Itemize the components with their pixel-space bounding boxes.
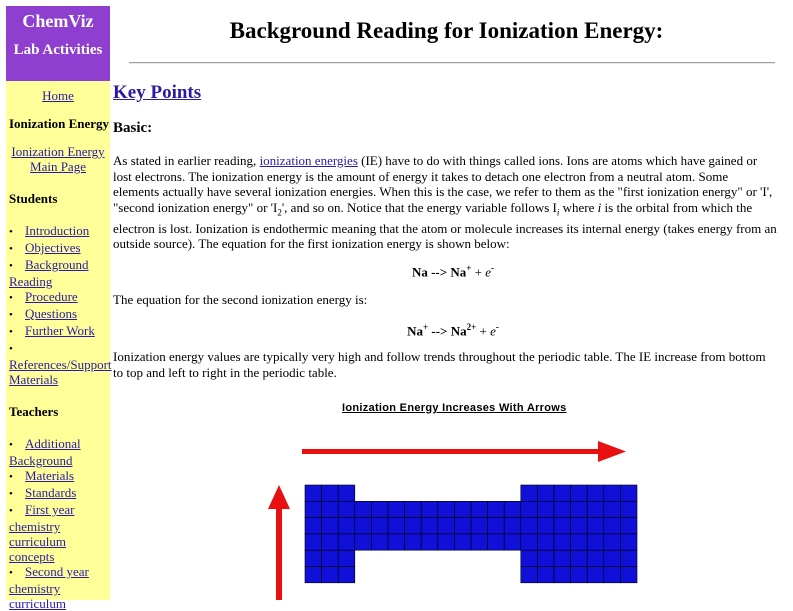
eq-plus: + [471, 264, 486, 280]
subscript-i: i [556, 207, 560, 218]
element-cell [620, 485, 637, 501]
basic-heading: Basic: [113, 120, 153, 136]
element-cell [405, 518, 422, 534]
element-cell [405, 501, 422, 517]
element-cell [454, 534, 471, 550]
text-span: (IE) have to do with things called ions. Ions are atoms which have gained or lost electrons. The ionization energy is the amount of energy it takes to detach one electron from a neutral atom. Some elements actually have several ionization energies. When this is the case, we refer to them as the "first ionization energy" or 'I', "second ionization energy" or 'I [113, 153, 773, 215]
element-cell [587, 567, 604, 583]
element-cell [537, 567, 554, 583]
element-cell [554, 501, 571, 517]
paragraph-trends: Ionization energy values are typically very high and follow trends throughout the periodic table. The IE increase from bottom to top and left to right in the periodic table. [113, 349, 766, 380]
element-cell [504, 534, 521, 550]
nav-link-standards[interactable]: Standards [25, 485, 77, 500]
brand-block [6, 6, 110, 81]
brand-title: ChemViz [22, 11, 94, 31]
element-cell [587, 550, 604, 566]
eq-sup: + [423, 322, 429, 332]
element-cell [620, 501, 637, 517]
list-item: • Objectives [9, 240, 81, 255]
figure-caption: Ionization Energy Increases With Arrows [342, 402, 567, 414]
element-cell [338, 567, 355, 583]
element-cell [604, 501, 621, 517]
element-cell [620, 518, 637, 534]
eq-text: Na --> Na [411, 264, 467, 280]
eq-text: Na [407, 323, 423, 339]
list-item: • First year chemistry curriculum concepts [9, 502, 75, 564]
nav-link-second-year[interactable]: Second year chemistry curriculum [9, 564, 89, 611]
element-cell [521, 518, 538, 534]
element-cell [554, 518, 571, 534]
element-cell [554, 550, 571, 566]
element-cell [521, 550, 538, 566]
element-cell [421, 518, 438, 534]
eq-sup: - [491, 263, 495, 273]
eq-electron: e [485, 264, 492, 280]
right-arrow-icon [302, 441, 626, 462]
element-cell [604, 567, 621, 583]
element-cell [305, 567, 322, 583]
element-cell [371, 501, 388, 517]
element-cell [537, 550, 554, 566]
subscript: 2 [277, 207, 282, 218]
element-cell [438, 534, 455, 550]
paragraph-intro [113, 153, 777, 252]
element-cell [371, 518, 388, 534]
students-list [6, 223, 110, 387]
element-cell [571, 567, 588, 583]
list-item: • References/Support Materials [9, 343, 112, 387]
element-cell [488, 534, 505, 550]
element-cell [338, 550, 355, 566]
element-cell [388, 534, 405, 550]
periodic-table-figure [260, 437, 640, 600]
italic-i: i [597, 199, 602, 215]
element-cell [521, 485, 538, 501]
element-cell [355, 534, 372, 550]
students-header: Students [9, 191, 58, 206]
element-cell [571, 518, 588, 534]
element-cell [338, 518, 355, 534]
element-cell [571, 534, 588, 550]
element-cell [537, 485, 554, 501]
list-item: • Questions [9, 306, 77, 321]
ionization-energies-link[interactable]: ionization energies [259, 153, 358, 168]
element-cell [604, 534, 621, 550]
element-cell [322, 501, 339, 517]
nav-link-background-reading[interactable]: Background Reading [9, 257, 89, 289]
eq-sup: - [495, 322, 499, 332]
element-cell [338, 501, 355, 517]
section-title: Ionization Energy [9, 116, 110, 131]
eq-sup: 2+ [466, 322, 477, 332]
element-cell [305, 550, 322, 566]
home-link[interactable]: Home [42, 88, 74, 103]
equation-second-ionization [113, 322, 793, 339]
element-cell [554, 485, 571, 501]
element-cell [421, 501, 438, 517]
element-cell [388, 518, 405, 534]
element-cell [488, 518, 505, 534]
element-cell [587, 534, 604, 550]
element-cell [438, 501, 455, 517]
element-cell [521, 501, 538, 517]
nav-link-additional-background[interactable]: Additional Background [9, 436, 81, 468]
element-cell [620, 534, 637, 550]
up-arrow-icon [268, 485, 290, 600]
element-cell [488, 501, 505, 517]
brand-subtitle: Lab Activities [13, 42, 103, 58]
element-cell [355, 518, 372, 534]
element-cell [438, 518, 455, 534]
element-cell [521, 534, 538, 550]
element-cell [371, 534, 388, 550]
element-cell [604, 485, 621, 501]
text-span: As stated in earlier reading, [113, 153, 260, 168]
nav-link-procedure[interactable]: Procedure [25, 289, 78, 304]
list-item: • Procedure [9, 289, 78, 304]
equation-first-ionization [113, 263, 793, 280]
text-span: ', and so on. Notice that the energy variable follows I [281, 199, 557, 215]
element-cell [305, 518, 322, 534]
eq-electron: e [490, 323, 496, 339]
element-cell [587, 501, 604, 517]
element-cell [338, 485, 355, 501]
key-points-link[interactable]: Key Points [113, 82, 202, 103]
element-cell [504, 518, 521, 534]
title-divider [129, 62, 775, 64]
element-cell [571, 485, 588, 501]
nav-link-references[interactable]: References/Support Materials [9, 357, 112, 387]
text-span: where [559, 199, 598, 215]
list-item: • Further Work [9, 323, 95, 338]
list-item: • Background Reading [9, 257, 89, 289]
element-cell [305, 501, 322, 517]
text-span: is the orbital from which the electron is lost. Ionization is endothermic meaning that the atom or molecule increases its internal energy (takes energy from an outside source). The equation for the first ionization energy is shown below: [113, 199, 777, 252]
paragraph-second-eq-intro: The equation for the second ionization energy is: [113, 292, 368, 307]
element-cell [322, 550, 339, 566]
element-cell [571, 550, 588, 566]
sidebar [6, 6, 112, 611]
nav-link-first-year[interactable]: First year chemistry curriculum concepts [9, 502, 75, 564]
element-cell [620, 567, 637, 583]
element-cell [421, 534, 438, 550]
element-cell [554, 567, 571, 583]
element-cell [388, 501, 405, 517]
element-cell [471, 534, 488, 550]
element-cell [587, 518, 604, 534]
element-cell [338, 534, 355, 550]
list-item: • Standards [9, 485, 77, 500]
nav-link-objectives[interactable]: Objectives [25, 240, 81, 255]
eq-sup: + [466, 263, 472, 273]
teachers-list [6, 436, 110, 611]
list-item: • Additional Background [9, 436, 81, 468]
nav-link-further-work[interactable]: Further Work [25, 323, 95, 338]
element-cell [454, 501, 471, 517]
element-cell [471, 501, 488, 517]
element-cell [587, 485, 604, 501]
main-page-link[interactable]: Ionization Energy Main Page [11, 144, 105, 174]
list-item: • Second year chemistry curriculum [9, 564, 89, 611]
sidebar-nav [6, 81, 112, 611]
element-cell [620, 550, 637, 566]
element-cell [405, 534, 422, 550]
element-cell [355, 501, 372, 517]
list-item: • Materials [9, 468, 75, 483]
element-cell [571, 501, 588, 517]
element-cell [322, 534, 339, 550]
element-cell [554, 534, 571, 550]
eq-text: --> Na [428, 323, 467, 339]
element-cell [322, 518, 339, 534]
periodic-table-grid [305, 485, 637, 583]
element-cell [305, 485, 322, 501]
element-cell [454, 518, 471, 534]
element-cell [521, 567, 538, 583]
element-cell [504, 501, 521, 517]
nav-link-introduction[interactable]: Introduction [25, 223, 90, 238]
list-item: • Introduction [9, 223, 90, 238]
teachers-header: Teachers [9, 404, 59, 419]
eq-plus: + [476, 323, 491, 339]
element-cell [322, 485, 339, 501]
element-cell [537, 534, 554, 550]
element-cell [471, 518, 488, 534]
element-cell [604, 518, 621, 534]
element-cell [305, 534, 322, 550]
page-title: Background Reading for Ionization Energy: [229, 18, 664, 43]
element-cell [537, 518, 554, 534]
element-cell [322, 567, 339, 583]
nav-link-questions[interactable]: Questions [25, 306, 77, 321]
nav-link-materials[interactable]: Materials [25, 468, 75, 483]
element-cell [604, 550, 621, 566]
element-cell [537, 501, 554, 517]
